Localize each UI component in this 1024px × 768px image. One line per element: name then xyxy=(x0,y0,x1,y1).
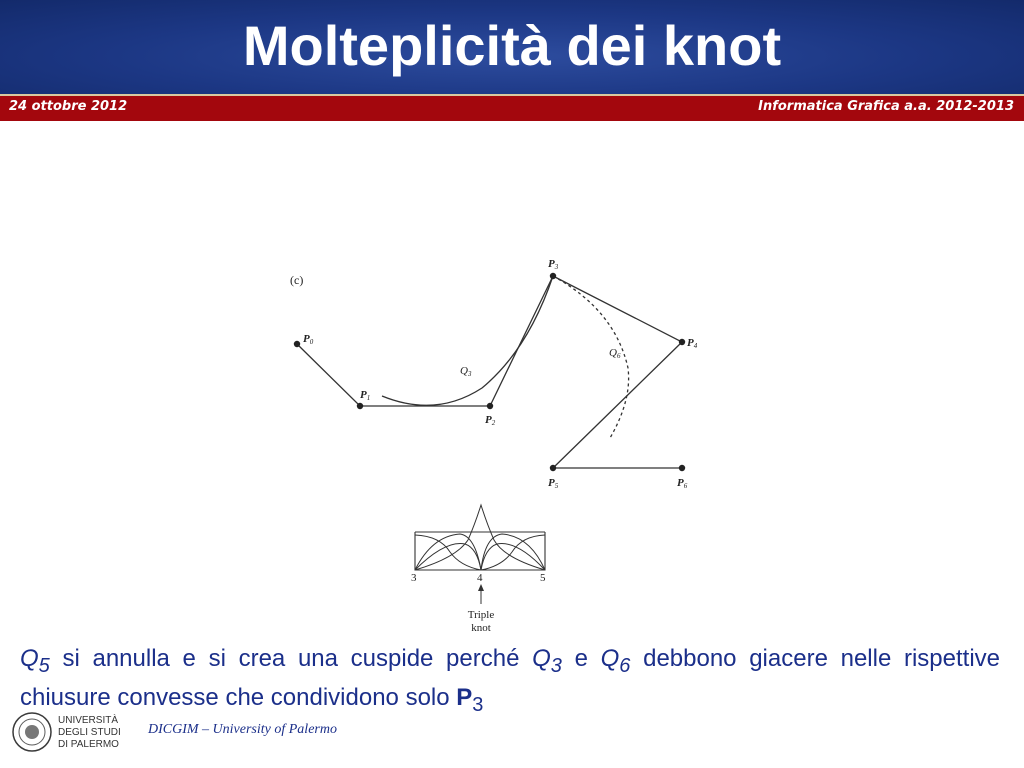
point-label-p3: P3 xyxy=(548,258,559,271)
control-point-p6 xyxy=(679,465,685,471)
knot-tick-4: 4 xyxy=(477,572,483,584)
caption-p-sub: 3 xyxy=(472,693,484,716)
caption-q6: Q xyxy=(600,645,620,672)
control-polygon-right xyxy=(553,276,682,468)
title-bar xyxy=(0,0,1024,94)
control-polygon-left xyxy=(297,276,553,406)
triple-knot-label-line2: knot xyxy=(471,622,491,634)
control-point-p0 xyxy=(294,341,300,347)
point-label-p0: P0 xyxy=(303,333,314,346)
caption-q3: Q xyxy=(532,645,551,672)
caption-q6-sub: 6 xyxy=(619,654,631,677)
caption-q5-sub: 5 xyxy=(38,654,50,677)
control-point-p1 xyxy=(357,403,363,409)
curve-label-q3: Q3 xyxy=(460,365,472,378)
point-label-p6: P6 xyxy=(677,477,688,490)
curve-q3 xyxy=(382,276,553,405)
caption-text2: debbono giacere nelle rispettive chiusure convesse che condividono solo xyxy=(20,645,1001,711)
university-name-line2: DEGLI STUDI xyxy=(58,727,121,738)
control-point-p4 xyxy=(679,339,685,345)
panel-label: (c) xyxy=(290,273,304,287)
info-bar xyxy=(0,94,1024,121)
date-label: 24 ottobre 2012 xyxy=(9,99,128,114)
course-label: Informatica Grafica a.a. 2012-2013 xyxy=(758,99,1014,114)
basis-functions-plot xyxy=(415,505,545,570)
point-label-p4: P4 xyxy=(687,337,698,350)
university-name-line3: DI PALERMO xyxy=(58,739,119,750)
footer-department: DICGIM – University of Palermo xyxy=(148,722,337,737)
point-label-p5: P5 xyxy=(548,477,559,490)
university-name-line1: UNIVERSITÀ xyxy=(58,715,119,726)
caption-text1: si annulla e si crea una cuspide perché xyxy=(49,645,533,672)
control-point-p2 xyxy=(487,403,493,409)
caption-text xyxy=(20,643,1000,721)
caption-q5: Q xyxy=(20,645,39,672)
university-logo xyxy=(10,708,130,756)
knot-multiplicity-figure xyxy=(270,240,750,640)
control-point-p5 xyxy=(550,465,556,471)
caption-p: P xyxy=(456,683,473,711)
knot-tick-3: 3 xyxy=(411,572,417,584)
triple-knot-label: Triple xyxy=(467,609,495,621)
point-label-p1: P1 xyxy=(360,389,371,402)
curve-label-q6: Q6 xyxy=(609,347,621,360)
knot-tick-5: 5 xyxy=(540,572,546,584)
triple-knot-arrowhead xyxy=(478,584,484,591)
caption-and: e xyxy=(561,645,601,672)
control-point-p3 xyxy=(550,273,556,279)
slide-title: Molteplicità dei knot xyxy=(242,14,782,77)
point-label-p2: P2 xyxy=(485,414,496,427)
caption-q3-sub: 3 xyxy=(550,654,562,677)
